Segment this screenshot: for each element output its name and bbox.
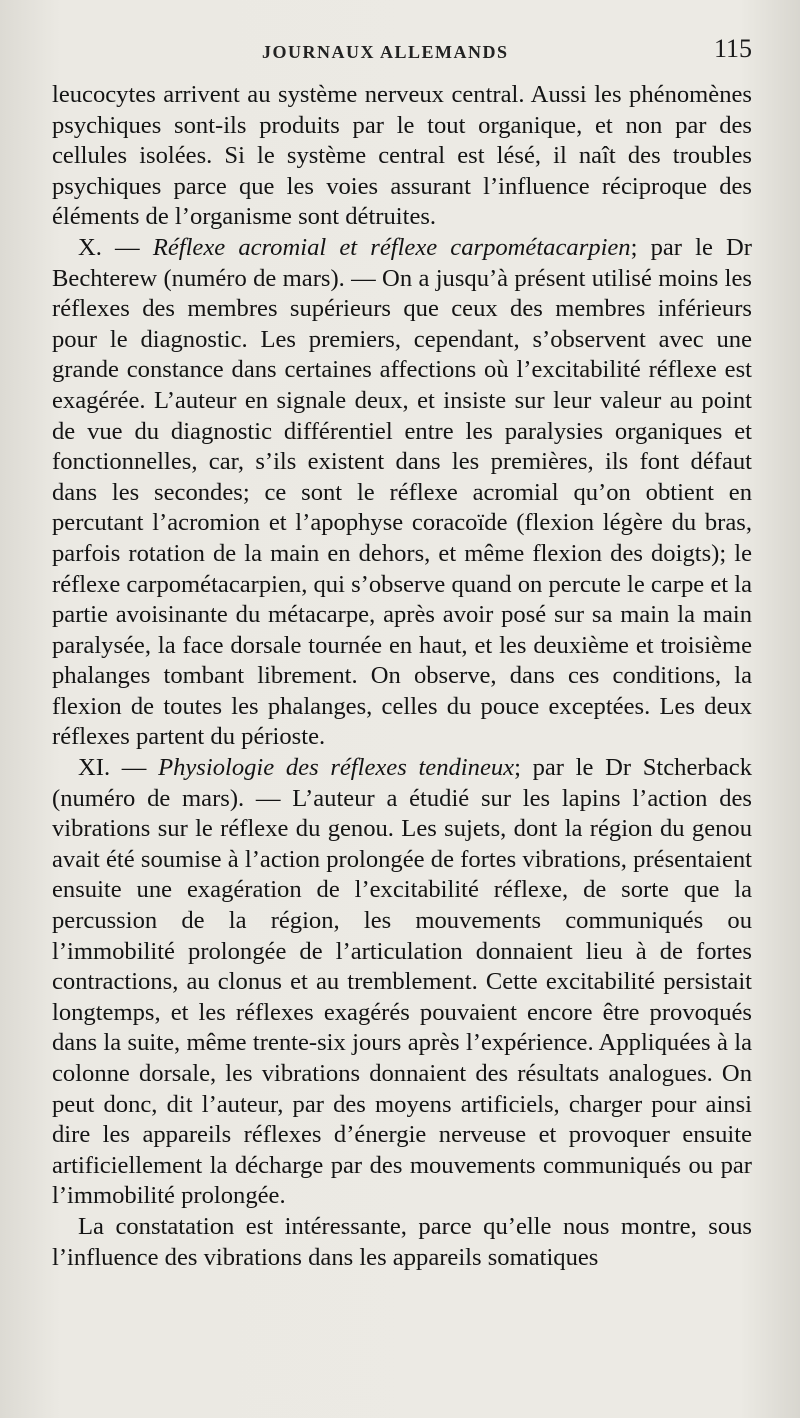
running-head <box>262 28 752 80</box>
page-number: 115 <box>713 34 752 63</box>
section-number: X. — <box>78 233 153 261</box>
section-title: Physiologie des réflexes tendineux <box>158 754 515 782</box>
section-text: ; par le Dr Bechterew (numéro de mars). — On a jusqu’à présent utilisé moins les réflexes des membres supérieurs que ceux des membres inférieurs pour le diagnostic. Les premiers, cependant, s’observent avec une grande constance dans certaines affections où l’excitabilité réflexe est exagérée. L’auteur en signale deux, et insiste sur leur valeur au point de vue du diagnostic différentiel entre les paralysies organiques et fonctionnelles, car, s’ils existent dans les premières, ils font défaut dans les secondes; ce sont le réflexe acromial qu’on obtient en percutant l’acromion et l’apophyse coracoïde (flexion légère du bras, parfois rotation de la main en dehors, et même flexion des doigts); le réflexe carpométacarpien, qui s’observe quand on percute le carpe et la partie avoisinante du métacarpe, après avoir posé sur sa main la main paralysée, la face dorsale tournée en haut, et les deuxième et troisième phalanges tombant librement. On observe, dans ces conditions, la flexion de toutes les phalanges, celles du pouce exceptées. Les deux réflexes partent du périoste. <box>52 233 752 751</box>
section-number: XI. — <box>78 754 159 782</box>
paragraph-section-x <box>52 233 752 753</box>
running-title: JOURNAUX ALLEMANDS <box>262 42 509 62</box>
paragraph-section-xi <box>52 753 752 1212</box>
section-title: Réflexe acromial et réflexe carpométacarpien <box>152 233 631 261</box>
paragraph-final: La constatation est intéressante, parce qu’elle nous montre, sous l’influence des vibrations dans les appareils somatiques <box>52 1212 752 1271</box>
paragraph-continuation: leucocytes arrivent au système nerveux central. Aussi les phénomènes psychiques sont-ils produits par le tout organique, et non par des cellules isolées. Si le système central est lésé, il naît des troubles psychiques parce que les voies assurant l’influence réciproque des éléments de l’organisme sont détruites. <box>52 81 752 231</box>
body-text <box>52 80 752 1273</box>
section-text: ; par le Dr Stcherback (numéro de mars). — L’auteur a étudié sur les lapins l’action des vibrations sur le réflexe du genou. Les sujets, dont la région du genou avait été soumise à l’action prolongée de fortes vibrations, présentaient ensuite une exagération de l’excitabilité réflexe, de sorte que la percussion de la région, les mouvements communiqués ou l’immobilité prolongée de l’articulation donnaient lieu à de fortes contractions, au clonus et au tremblement. Cette excitabilité persistait longtemps, et les réflexes exagérés pouvaient encore être provoqués dans la suite, même trente-six jours après l’expérience. Appliquées à la colonne dorsale, les vibrations donnaient des résultats analogues. On peut donc, dit l’auteur, par des moyens artificiels, charger pour ainsi dire les appareils réflexes d’énergie nerveuse et provoquer ensuite artificiellement la décharge par des mouvements communiqués ou par l’immobilité prolongée. <box>52 754 752 1210</box>
